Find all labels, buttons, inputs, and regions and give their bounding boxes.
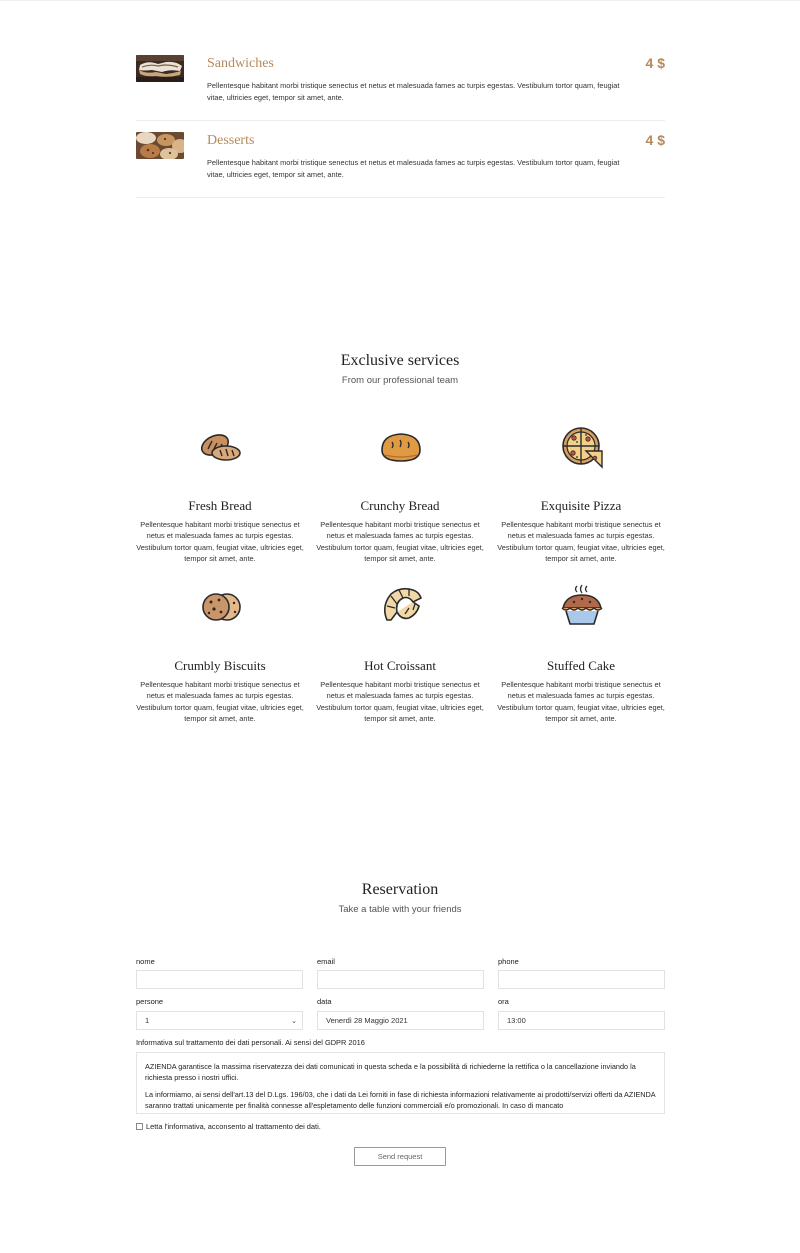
email-input[interactable]	[317, 970, 484, 989]
send-request-button[interactable]: Send request	[354, 1147, 446, 1166]
email-label: email	[317, 957, 335, 966]
service-description: Pellentesque habitant morbi tristique senectus et netus et malesuada fames ac turpis egestas. Vestibulum tortor quam, feugiat vitae, ultricies eget, tempor sit amet, ante.	[497, 520, 665, 564]
desserts-photo	[136, 132, 184, 159]
chevron-down-icon: ⌄	[291, 1018, 297, 1025]
service-title: Stuffed Cake	[547, 658, 615, 673]
cookies-icon	[199, 590, 243, 634]
consent-checkbox[interactable]	[136, 1123, 143, 1130]
service-description: Pellentesque habitant morbi tristique senectus et netus et malesuada fames ac turpis egestas. Vestibulum tortor quam, feugiat vitae, ultricies eget, tempor sit amet, ante.	[497, 680, 665, 724]
service-title: Crumbly Biscuits	[174, 658, 266, 673]
top-divider	[0, 0, 800, 1]
reservation-title: Reservation	[361, 881, 439, 898]
menu-item	[136, 44, 665, 121]
privacy-textarea[interactable]	[136, 1052, 665, 1114]
ora-label: ora	[498, 997, 509, 1006]
persone-select-value: 1	[145, 1016, 150, 1025]
persone-select[interactable]	[136, 1011, 303, 1030]
privacy-paragraph: La informiamo, ai sensi dell'art.13 del D.Lgs. 196/03, che i dati da Lei forniti in fase di richiesta informazioni relativamente ai prodotti/servizi offerti da AZIENDA saranno trattati unicamente per finalità connesse all'espletamento delle funzioni commerciali e/o promozionali. In caso di mancato	[145, 1090, 656, 1110]
privacy-paragraph: AZIENDA garantisce la massima riservatezza dei dati comunicati in questa scheda e la possibilità di richiederne la rettifica o la cancellazione inviando la richiesta presso i nostri uffici.	[145, 1062, 636, 1082]
consent-row	[136, 1122, 321, 1131]
phone-input[interactable]	[498, 970, 665, 989]
phone-label: phone	[498, 957, 519, 966]
service-description: Pellentesque habitant morbi tristique senectus et netus et malesuada fames ac turpis egestas. Vestibulum tortor quam, feugiat vitae, ultricies eget, tempor sit amet, ante.	[136, 520, 304, 564]
menu-item-price: 4 $	[645, 132, 665, 148]
menu-item-name: Sandwiches	[207, 56, 274, 71]
service-title: Crunchy Bread	[360, 498, 440, 513]
bread-loaves-icon	[199, 430, 243, 474]
service-description: Pellentesque habitant morbi tristique senectus et netus et malesuada fames ac turpis egestas. Vestibulum tortor quam, feugiat vitae, ultricies eget, tempor sit amet, ante.	[316, 520, 484, 564]
persone-label: persone	[136, 997, 164, 1006]
service-description: Pellentesque habitant morbi tristique senectus et netus et malesuada fames ac turpis egestas. Vestibulum tortor quam, feugiat vitae, ultricies eget, tempor sit amet, ante.	[136, 680, 304, 724]
menu-item-name: Desserts	[207, 133, 255, 148]
service-title: Hot Croissant	[364, 658, 436, 673]
service-description: Pellentesque habitant morbi tristique senectus et netus et malesuada fames ac turpis egestas. Vestibulum tortor quam, feugiat vitae, ultricies eget, tempor sit amet, ante.	[316, 680, 484, 724]
ora-input-value: 13:00	[507, 1016, 526, 1025]
data-label: data	[317, 997, 332, 1006]
nome-label: nome	[136, 957, 155, 966]
sandwich-photo	[136, 55, 184, 82]
pizza-icon	[560, 425, 604, 469]
ora-input[interactable]	[498, 1011, 665, 1030]
services-subtitle: From our professional team	[341, 375, 459, 386]
croissant-icon	[379, 584, 423, 628]
bread-loaf-icon	[379, 430, 423, 474]
pie-icon	[560, 584, 604, 628]
service-title: Fresh Bread	[188, 498, 252, 513]
data-input[interactable]	[317, 1011, 484, 1030]
service-title: Exquisite Pizza	[540, 498, 622, 513]
nome-input[interactable]	[136, 970, 303, 989]
services-title: Exclusive services	[340, 352, 460, 369]
menu-item	[136, 121, 665, 198]
privacy-heading: Informativa sul trattamento dei dati personali. Ai sensi del GDPR 2016	[136, 1038, 365, 1047]
consent-label: Letta l'informativa, acconsento al trattamento dei dati.	[146, 1122, 321, 1131]
menu-list	[136, 44, 665, 198]
menu-item-description: Pellentesque habitant morbi tristique senectus et netus et malesuada fames ac turpis egestas. Vestibulum tortor quam, feugiat vitae, ultricies eget, tempor sit amet, ante.	[207, 158, 620, 179]
menu-item-price: 4 $	[645, 55, 665, 71]
menu-item-description: Pellentesque habitant morbi tristique senectus et netus et malesuada fames ac turpis egestas. Vestibulum tortor quam, feugiat vitae, ultricies eget, tempor sit amet, ante.	[207, 81, 620, 102]
reservation-subtitle: Take a table with your friends	[338, 904, 462, 915]
data-input-value: Venerdì 28 Maggio 2021	[326, 1016, 408, 1025]
